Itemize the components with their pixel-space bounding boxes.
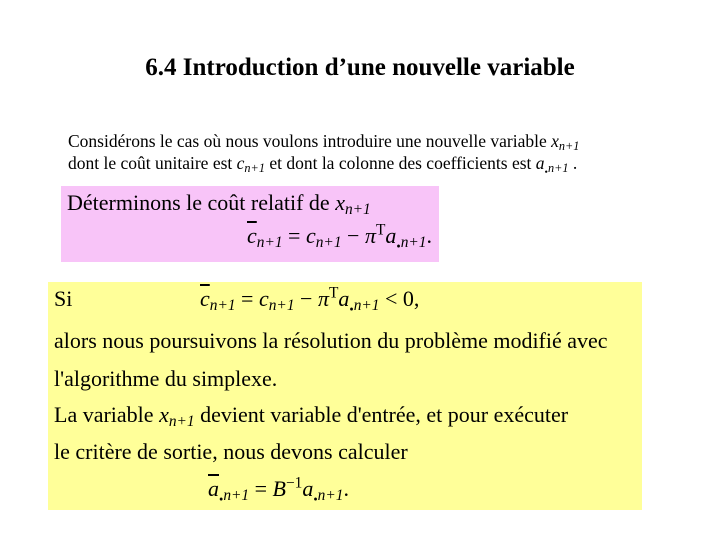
intro-col-bullet: • [544, 167, 548, 178]
relative-cost-var: x [335, 190, 345, 215]
eq-a-bullet: • [396, 239, 401, 254]
cond-a-sub: n+1 [353, 296, 380, 314]
eq-equals: = [282, 223, 306, 248]
eq-a: a [385, 223, 397, 248]
line4-text-b: devient variable d'entrée, et pour exécuter [194, 402, 569, 427]
eq2-a-sub: n+1 [317, 486, 344, 504]
cond-lhs-sub: n+1 [209, 296, 236, 314]
intro-line1-text: Considérons le cas où nous voulons introduire une nouvelle variable [68, 131, 552, 151]
eq-pi: π [364, 223, 376, 248]
eq-c: c [305, 223, 316, 248]
intro-line2-text-a: dont le coût unitaire est [68, 153, 237, 173]
cond-relation: < 0, [379, 286, 420, 311]
entering-variable-box [48, 282, 642, 510]
line4-text-a: La variable [54, 402, 160, 427]
line4-var: x [159, 402, 169, 427]
eq-lhs-cbar: $\overline{c}$ [247, 223, 257, 248]
relative-cost-box [61, 186, 439, 262]
relative-cost-sub: n+1 [344, 200, 371, 218]
relative-cost-equation [247, 221, 432, 254]
cond-a-bullet: • [349, 302, 354, 317]
cond-c-sub: n+1 [268, 296, 295, 314]
eq2-end: . [343, 476, 349, 501]
intro-paragraph [68, 130, 580, 178]
line4-sub: n+1 [168, 412, 195, 430]
cond-transpose: T [328, 284, 339, 302]
cond-lhs-cbar: $\overline{c}$ [200, 286, 210, 311]
yellow-line-5: le critère de sortie, nous devons calculer [54, 439, 408, 464]
eq2-B: B [272, 476, 286, 501]
eq2-lhs-sub: n+1 [223, 486, 250, 504]
intro-col-var: a [535, 153, 545, 173]
cond-a: a [338, 286, 350, 311]
intro-line-2 [68, 152, 579, 178]
yellow-line-4 [54, 402, 568, 428]
intro-line2-text-b: et dont la colonne des coefficients est [264, 153, 536, 173]
yellow-line-2: alors nous poursuivons la résolution du problème modifié avec [54, 328, 608, 353]
intro-col-sub: n+1 [547, 161, 569, 176]
intro-line-1 [68, 130, 579, 152]
eq2-inverse: −1 [285, 474, 303, 492]
eq-lhs-sub: n+1 [256, 233, 283, 251]
eq2-a: a [302, 476, 314, 501]
cond-equals: = [235, 286, 259, 311]
cond-pi: π [317, 286, 329, 311]
page-title: 6.4 Introduction d’une nouvelle variable [145, 54, 575, 81]
intro-line2-end: . [568, 153, 578, 173]
eq2-lhs-bullet: • [219, 492, 224, 507]
relative-cost-text: Déterminons le coût relatif de [67, 190, 336, 215]
eq-minus: − [341, 223, 365, 248]
intro-line2-var: c [236, 153, 245, 173]
cond-c: c [258, 286, 269, 311]
eq-transpose: T [375, 221, 386, 239]
eq2-lhs-abar: $\overline{a}$ [208, 476, 219, 501]
eq2-equals: = [249, 476, 273, 501]
cond-minus: − [294, 286, 318, 311]
yellow-line-3: l'algorithme du simplexe. [54, 366, 278, 391]
eq-c-sub: n+1 [315, 233, 342, 251]
intro-line2-sub: n+1 [244, 161, 265, 176]
condition-equation [200, 284, 420, 317]
intro-line1-var: x [551, 131, 559, 151]
relative-cost-heading [67, 190, 371, 216]
eq-end: . [426, 223, 432, 248]
si-label: Si [54, 286, 73, 311]
column-update-equation [208, 474, 349, 507]
eq2-a-bullet: • [313, 492, 318, 507]
eq-a-sub: n+1 [400, 233, 427, 251]
intro-line1-sub: n+1 [558, 139, 580, 154]
